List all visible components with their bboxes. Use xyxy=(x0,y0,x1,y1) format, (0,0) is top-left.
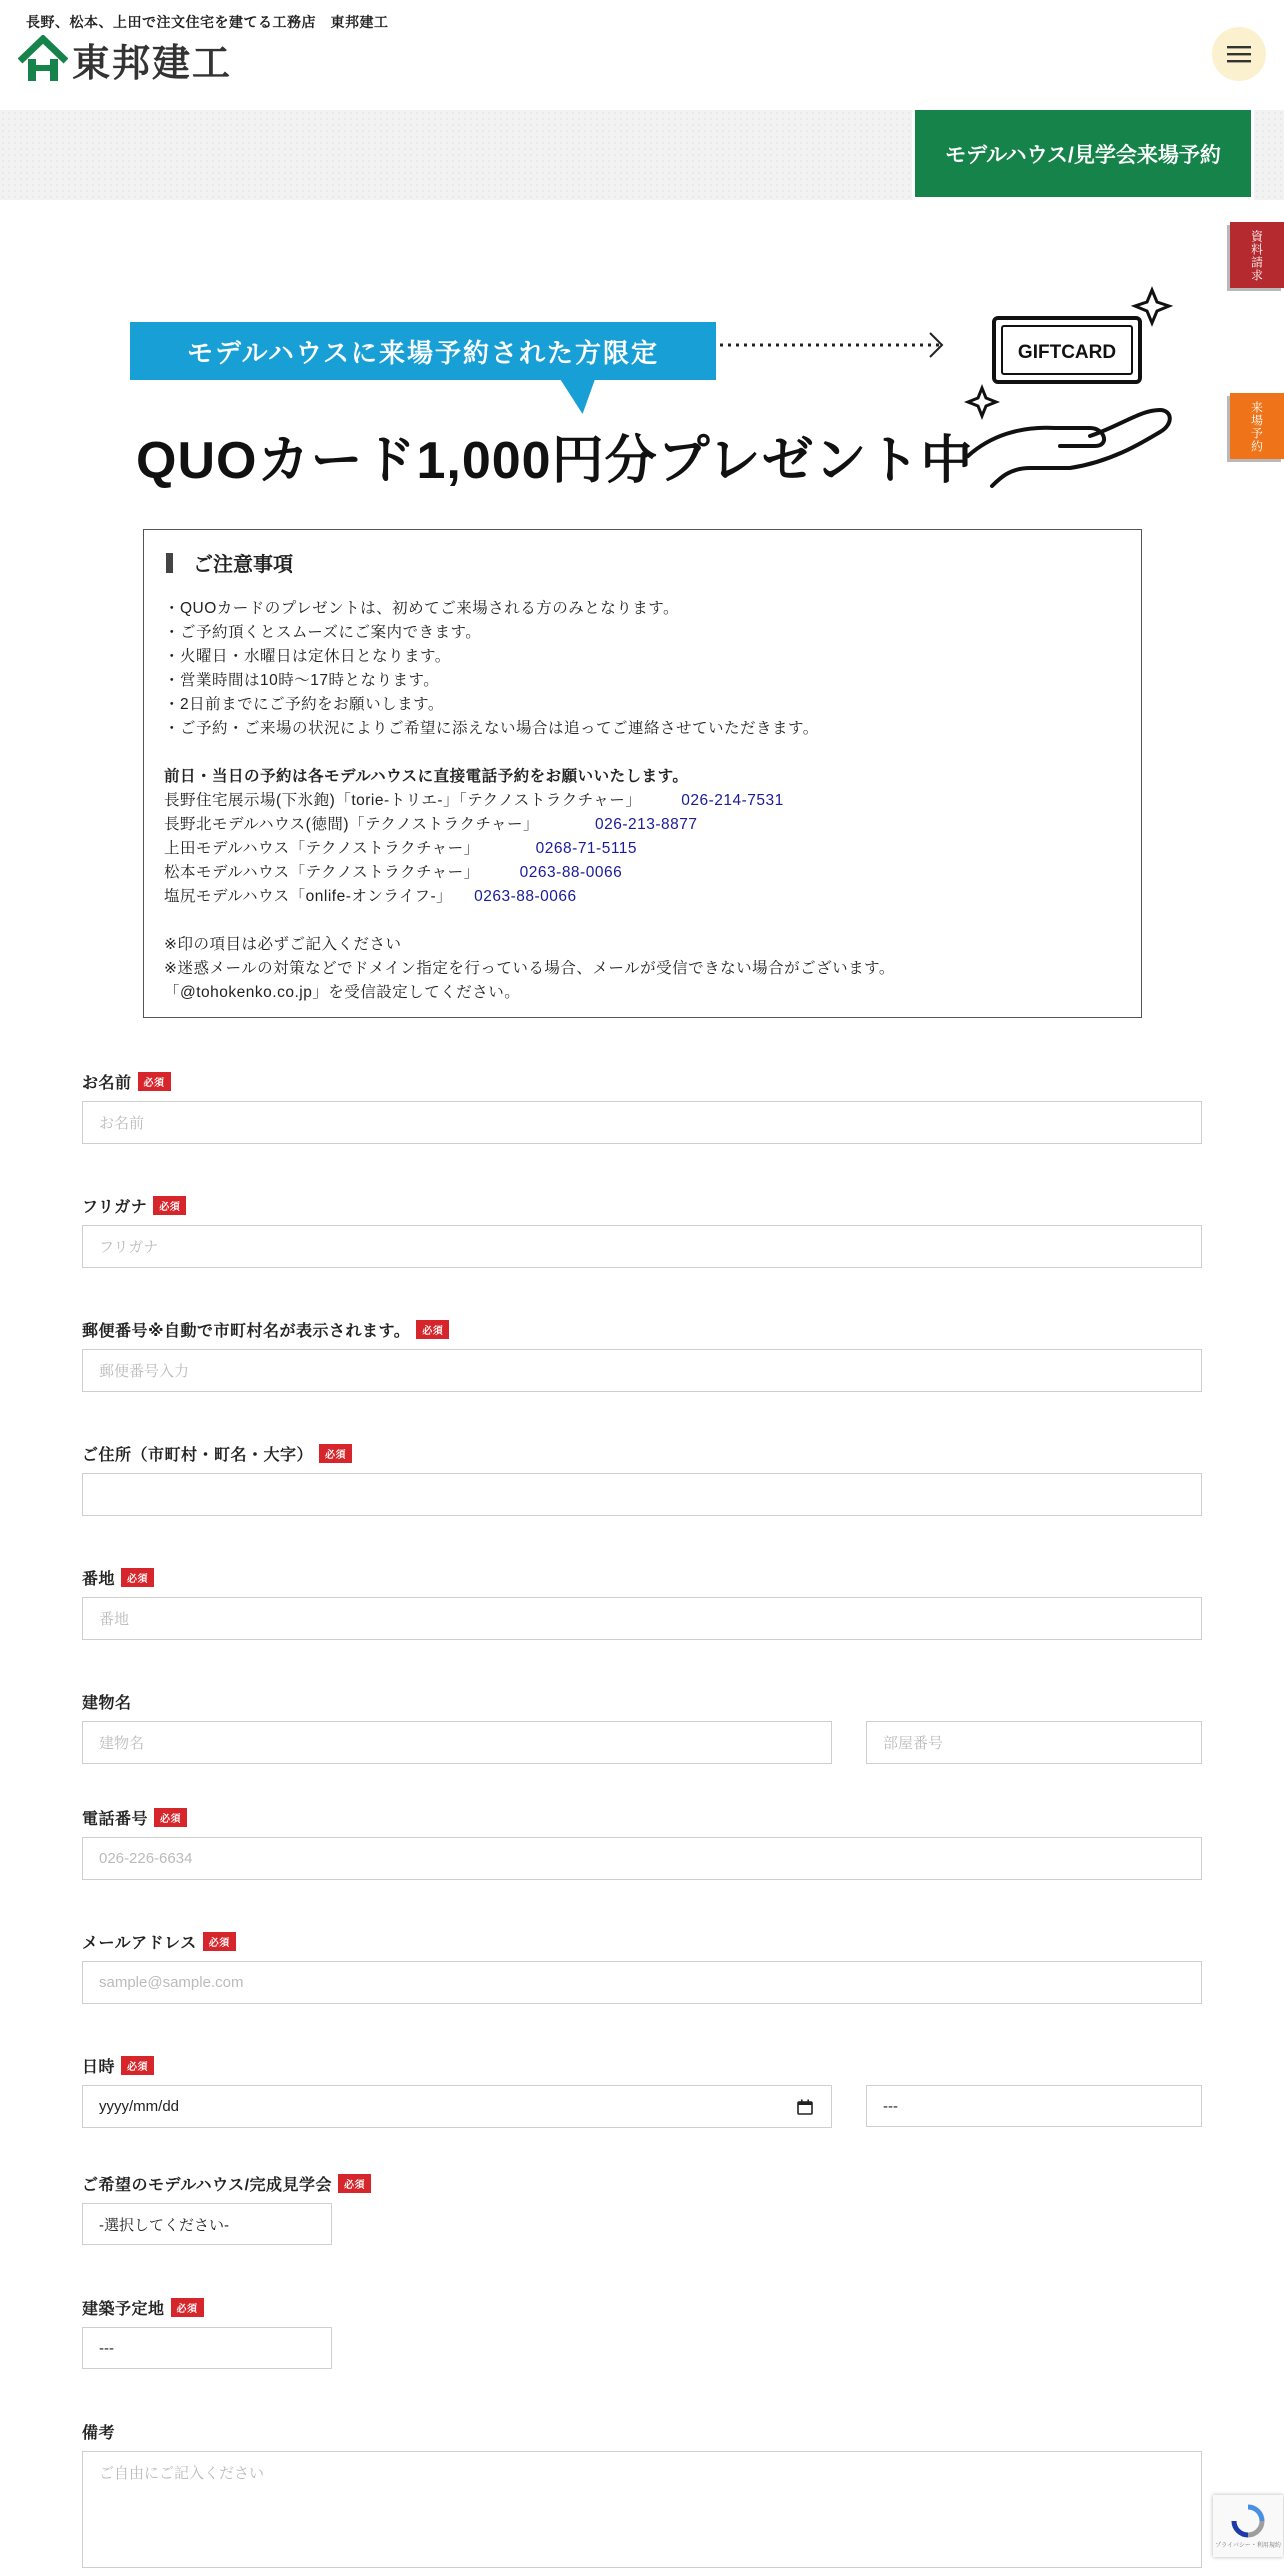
name-label xyxy=(82,1070,171,1093)
date-input[interactable] xyxy=(82,2085,832,2128)
phone-heading: 前日・当日の予約は各モデルハウスに直接電話予約をお願いいたします。 xyxy=(164,768,689,785)
model-house-name: 長野住宅展示場(下氷鉋)「torie-トリエ-」「テクノストラクチャー」 xyxy=(164,792,642,809)
site-tagline: 長野、松本、上田で注文住宅を建てる工務店 東邦建工 xyxy=(26,14,389,30)
room-input[interactable]: 部屋番号 xyxy=(866,1721,1202,1764)
notice-box xyxy=(143,529,1142,1018)
site-header xyxy=(0,0,1284,110)
notice-bullet: ・火曜日・水曜日は定休日となります。 xyxy=(164,648,451,665)
recaptcha-icon xyxy=(1231,2504,1265,2538)
note-textarea[interactable]: ご自由にご記入ください xyxy=(82,2451,1202,2568)
model-label xyxy=(82,2172,371,2195)
promo-headline: QUOカード1,000円分プレゼント中 xyxy=(136,432,974,490)
label-text: 電話番号 xyxy=(82,1811,149,1828)
label-text: フリガナ xyxy=(82,1199,148,1216)
model-house-name: 上田モデルハウス「テクノストラクチャー」 xyxy=(164,840,480,857)
side-tab-request[interactable] xyxy=(1230,222,1284,288)
notice-title: ご注意事項 xyxy=(193,554,293,576)
label-text: 番地 xyxy=(82,1571,116,1588)
required-badge: 必須 xyxy=(121,2056,154,2075)
promo-ribbon-tail xyxy=(559,378,608,414)
banchi-input[interactable]: 番地 xyxy=(82,1597,1202,1640)
notice-bullet: ・営業時間は10時〜17時となります。 xyxy=(164,672,440,689)
notice-footer: ※印の項目は必ずご記入ください xyxy=(164,936,402,953)
phone-input[interactable]: 026-226-6634 xyxy=(82,1837,1202,1880)
calendar-icon[interactable] xyxy=(797,2099,813,2115)
phone-link[interactable]: 026-214-7531 xyxy=(681,792,784,809)
phone-row xyxy=(164,837,1121,861)
model-house-name: 塩尻モデルハウス「onlife-オンライフ-」 xyxy=(164,888,453,905)
reservation-button[interactable]: モデルハウス/見学会来場予約 xyxy=(912,110,1254,200)
hamburger-icon xyxy=(1227,44,1251,64)
required-badge: 必須 xyxy=(319,1444,352,1463)
label-text: 郵便番号※自動で市町村名が表示されます。 xyxy=(82,1323,411,1340)
zip-label xyxy=(82,1318,449,1341)
date-value: yyyy/mm/dd xyxy=(99,2098,180,2115)
notice-bullet: ・QUOカードのプレゼントは、初めてご来場される方のみとなります。 xyxy=(164,600,679,617)
phone-row xyxy=(164,861,1121,885)
kana-label xyxy=(82,1194,186,1217)
phone-link[interactable]: 0263-88-0066 xyxy=(474,888,577,905)
phone-link[interactable]: 0263-88-0066 xyxy=(519,864,623,881)
giftcard-icon xyxy=(960,286,1180,496)
label-text: ご住所（市町村・町名・大字） xyxy=(82,1447,314,1464)
giftcard-text: GIFTCARD xyxy=(1017,342,1117,363)
required-badge: 必須 xyxy=(138,1072,171,1091)
promo-ribbon: モデルハウスに来場予約された方限定 xyxy=(130,322,716,380)
required-badge: 必須 xyxy=(416,1320,449,1339)
required-badge: 必須 xyxy=(121,1568,154,1587)
time-select[interactable]: --- xyxy=(866,2085,1202,2127)
datetime-label xyxy=(82,2054,154,2077)
email-input[interactable]: sample@sample.com xyxy=(82,1961,1202,2004)
notice-bullet: ・ご予約・ご来場の状況によりご希望に添えない場合は追ってご連絡させていただきます。 xyxy=(164,720,819,737)
address-label xyxy=(82,1442,352,1465)
site-label xyxy=(82,2296,204,2319)
phone-row xyxy=(164,885,1121,909)
zip-input[interactable]: 郵便番号入力 xyxy=(82,1349,1202,1392)
phone-label xyxy=(82,1806,187,1829)
notice-footer: 「@tohokenko.co.jp」を受信設定してください。 xyxy=(164,984,521,1001)
model-house-name: 松本モデルハウス「テクノストラクチャー」 xyxy=(164,864,480,881)
required-badge: 必須 xyxy=(153,1196,186,1215)
heading-bar xyxy=(166,553,173,573)
required-badge: 必須 xyxy=(154,1808,187,1827)
required-badge: 必須 xyxy=(171,2298,204,2317)
phone-link[interactable]: 0268-71-5115 xyxy=(535,840,638,857)
side-tab-label: 来場予約 xyxy=(1249,401,1264,453)
required-badge: 必須 xyxy=(203,1932,236,1951)
phone-link[interactable]: 026-213-8877 xyxy=(595,816,698,833)
phone-row xyxy=(164,789,1121,813)
address-input[interactable] xyxy=(82,1473,1202,1516)
email-label xyxy=(82,1930,236,1953)
notice-bullet: ・ご予約頂くとスムーズにご案内できます。 xyxy=(164,624,482,641)
notice-bullet: ・2日前までにご予約をお願いします。 xyxy=(164,696,444,713)
required-badge: 必須 xyxy=(338,2174,371,2193)
recaptcha-text: プライバシー・利用規約 xyxy=(1215,2542,1281,2549)
name-input[interactable]: お名前 xyxy=(82,1101,1202,1144)
label-text: メールアドレス xyxy=(82,1935,197,1952)
phone-row xyxy=(164,813,1121,837)
label-text: 建築予定地 xyxy=(82,2301,165,2318)
house-logo-icon xyxy=(18,35,68,85)
notice-body xyxy=(164,597,1121,1005)
recaptcha-badge[interactable] xyxy=(1213,2495,1283,2557)
model-house-select[interactable]: -選択してください- xyxy=(82,2203,332,2245)
kana-input[interactable]: フリガナ xyxy=(82,1225,1202,1268)
menu-button[interactable] xyxy=(1212,27,1266,81)
site-logo[interactable] xyxy=(18,32,232,87)
banchi-label xyxy=(82,1566,154,1589)
model-house-name: 長野北モデルハウス(徳間)「テクノストラクチャー」 xyxy=(164,816,539,833)
building-label xyxy=(82,1690,132,1713)
notice-heading xyxy=(166,548,1121,577)
label-text: 備考 xyxy=(82,2425,116,2442)
label-text: 日時 xyxy=(82,2059,116,2076)
build-site-select[interactable]: --- xyxy=(82,2327,332,2369)
label-text: ご希望のモデルハウス/完成見学会 xyxy=(82,2177,333,2194)
side-tab-label: 資料請求 xyxy=(1249,230,1264,282)
side-tab-visit[interactable] xyxy=(1230,393,1284,459)
building-input[interactable]: 建物名 xyxy=(82,1721,832,1764)
logo-text: 東邦建工 xyxy=(72,41,233,85)
note-label xyxy=(82,2420,115,2443)
dotted-arrow-icon xyxy=(720,330,950,360)
label-text: 建物名 xyxy=(82,1695,132,1712)
notice-footer: ※迷惑メールの対策などでドメイン指定を行っている場合、メールが受信できない場合がございます。 xyxy=(164,960,895,977)
label-text: お名前 xyxy=(82,1075,132,1092)
